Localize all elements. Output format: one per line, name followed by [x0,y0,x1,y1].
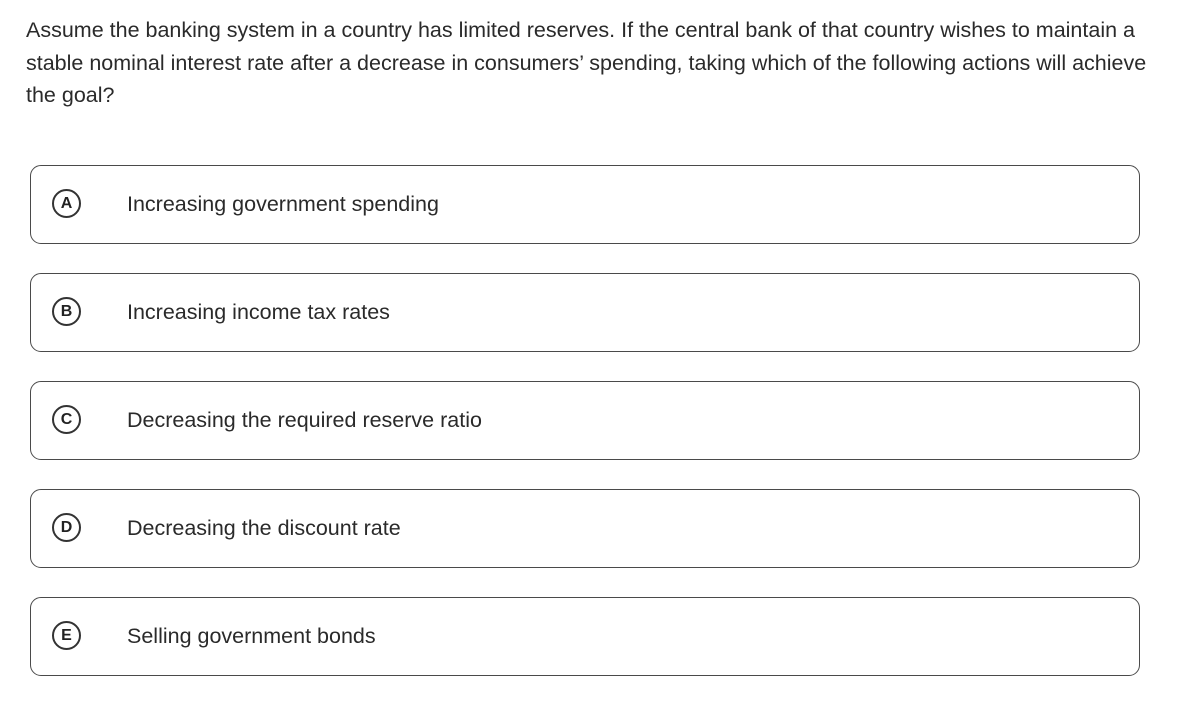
option-c[interactable] [30,381,1140,460]
option-b[interactable] [30,273,1140,352]
option-letter-badge: D [52,513,81,542]
answer-options [30,165,1140,705]
option-letter-badge: B [52,297,81,326]
option-d[interactable] [30,489,1140,568]
option-letter-badge: C [52,405,81,434]
option-label: Decreasing the required reserve ratio [127,407,482,432]
option-label: Increasing government spending [127,191,439,216]
question-text: Assume the banking system in a country has limited reserves. If the central bank of that country wishes to maintain a stable nominal interest rate after a decrease in consumers’ spending, taking which of the following actions will achieve the goal? [26,18,1147,107]
option-e[interactable] [30,597,1140,676]
option-label: Decreasing the discount rate [127,515,401,540]
option-label: Selling government bonds [127,623,376,648]
option-letter-badge: A [52,189,81,218]
option-a[interactable] [30,165,1140,244]
option-label: Increasing income tax rates [127,299,390,324]
option-letter-badge: E [52,621,81,650]
